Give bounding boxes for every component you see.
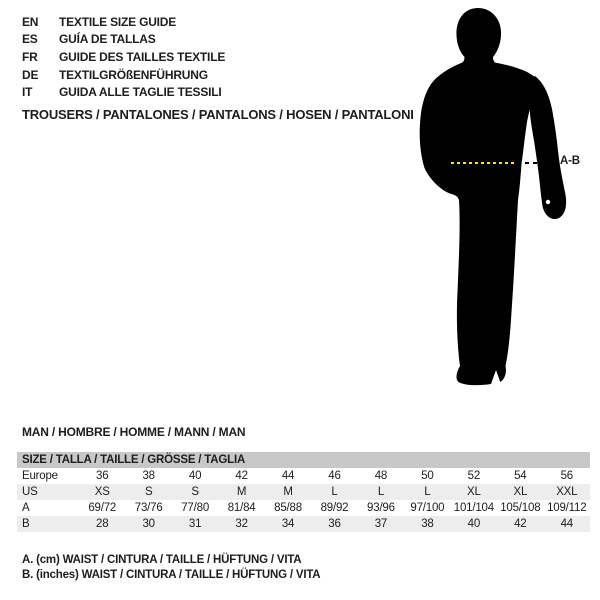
size-cell: 50 xyxy=(421,470,434,482)
size-cell: 28 xyxy=(96,518,109,530)
size-cell: 36 xyxy=(96,470,109,482)
size-cell: 30 xyxy=(142,518,155,530)
language-label: GUIDA ALLE TAGLIE TESSILI xyxy=(59,85,222,100)
size-cell: 105/108 xyxy=(500,502,541,514)
note-b-inches-waist: B. (inches) WAIST / CINTURA / TAILLE / HÜFTUNG / VITA xyxy=(22,569,321,581)
language-row-es xyxy=(22,31,225,49)
size-cell: 77/80 xyxy=(181,502,210,514)
language-code: IT xyxy=(22,85,33,100)
language-list xyxy=(22,13,225,101)
size-cell: 52 xyxy=(467,470,481,482)
table-row-b-inches xyxy=(17,516,590,532)
size-cell: 37 xyxy=(374,518,388,530)
size-cell: 93/96 xyxy=(367,502,395,514)
language-code: ES xyxy=(22,32,38,47)
size-cell: 36 xyxy=(328,518,341,530)
size-table xyxy=(17,452,590,532)
measure-label-ab: A-B xyxy=(560,155,580,167)
row-label: A xyxy=(22,502,30,514)
size-cell: 48 xyxy=(374,470,388,482)
man-silhouette-image xyxy=(415,4,585,394)
size-cell: XXL xyxy=(556,486,578,498)
row-label: B xyxy=(22,518,30,530)
size-cell: 42 xyxy=(514,518,527,530)
size-cell: S xyxy=(191,486,199,498)
size-cell: 42 xyxy=(235,470,248,482)
size-cell: 46 xyxy=(328,470,341,482)
language-label: GUIDE DES TAILLES TEXTILE xyxy=(59,49,226,64)
size-cell: 44 xyxy=(281,470,295,482)
gender-heading: MAN / HOMBRE / HOMME / MANN / MAN xyxy=(22,425,246,439)
size-cell: S xyxy=(144,486,153,498)
size-cell: 44 xyxy=(560,518,573,530)
size-cell: 34 xyxy=(281,518,295,530)
size-cell: XL xyxy=(513,486,528,498)
language-code: FR xyxy=(22,49,38,64)
table-row-us xyxy=(17,484,590,500)
size-cell: 38 xyxy=(421,518,434,530)
category-title: TROUSERS / PANTALONES / PANTALONS / HOSEN / PANTALONI xyxy=(22,107,414,122)
language-label: TEXTILGRÖßENFÜHRUNG xyxy=(59,67,208,82)
size-cell: 32 xyxy=(235,518,248,530)
row-label: Europe xyxy=(22,470,58,482)
size-table-header: SIZE / TALLA / TAILLE / GRÖSSE / TAGLIA xyxy=(17,452,590,468)
language-label: TEXTILE SIZE GUIDE xyxy=(59,14,177,29)
size-cell: 109/112 xyxy=(547,502,587,514)
size-cell: L xyxy=(377,486,385,498)
size-cell: 85/88 xyxy=(274,502,302,514)
size-cell: 97/100 xyxy=(410,502,445,514)
waist-dash-line-leader xyxy=(517,162,557,164)
language-row-de xyxy=(22,66,225,84)
size-cell: M xyxy=(283,486,293,498)
size-cell: L xyxy=(331,486,338,498)
language-code: EN xyxy=(22,14,39,29)
size-cell: 54 xyxy=(514,470,527,482)
table-row-europe xyxy=(17,468,590,484)
size-cell: XL xyxy=(467,486,481,498)
language-row-en xyxy=(22,13,225,31)
size-cell: 89/92 xyxy=(320,502,349,514)
size-cell: 31 xyxy=(188,518,202,530)
waist-dash-line-on-body xyxy=(451,162,517,164)
size-cell: 101/104 xyxy=(453,502,494,514)
size-cell: 40 xyxy=(188,470,202,482)
size-cell: 56 xyxy=(560,470,573,482)
size-cell: 40 xyxy=(467,518,481,530)
size-table-header-row xyxy=(17,452,590,468)
measurement-figure xyxy=(415,4,585,394)
size-cell: XS xyxy=(94,486,110,498)
language-code: DE xyxy=(22,67,39,82)
language-label: GUÍA DE TALLAS xyxy=(59,32,156,47)
size-cell: 69/72 xyxy=(88,502,117,514)
size-cell: L xyxy=(424,486,431,498)
size-cell: M xyxy=(236,486,247,498)
size-cell: 81/84 xyxy=(227,502,256,514)
language-row-fr xyxy=(22,48,225,66)
size-cell: 73/76 xyxy=(134,502,163,514)
note-a-cm-waist: A. (cm) WAIST / CINTURA / TAILLE / HÜFTUNG / VITA xyxy=(22,554,302,566)
size-cell: 38 xyxy=(142,470,155,482)
table-row-a-cm xyxy=(17,500,590,516)
row-label: US xyxy=(22,486,38,498)
language-row-it xyxy=(22,83,225,101)
